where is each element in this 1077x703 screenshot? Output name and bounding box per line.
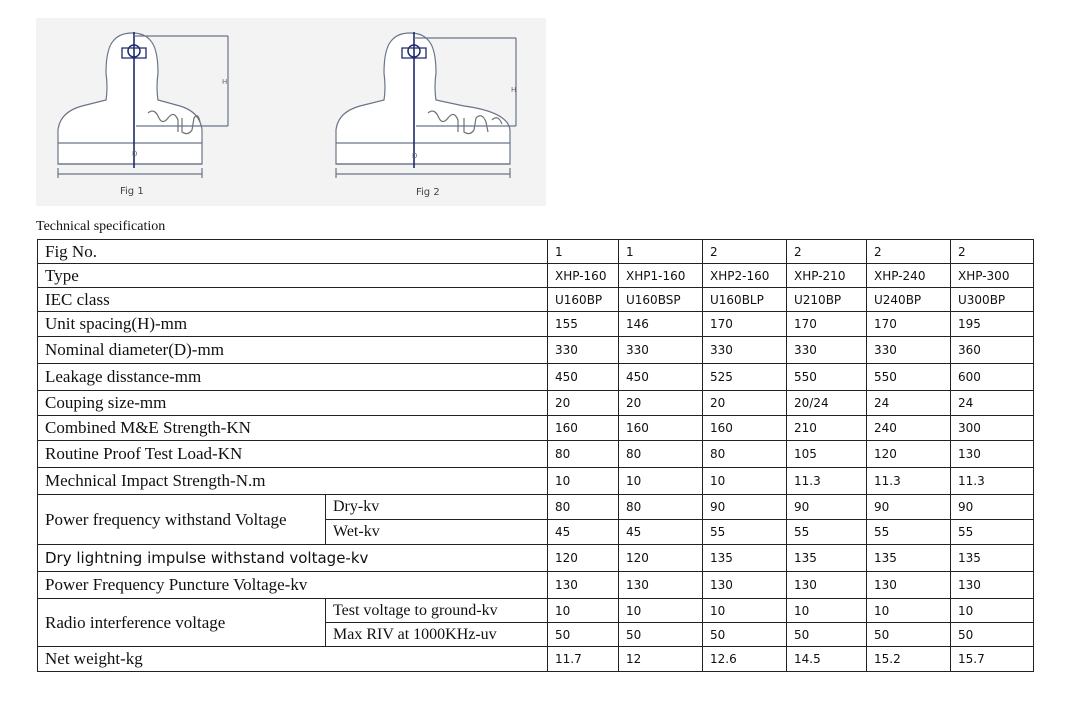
- table-cell: 45: [619, 520, 703, 545]
- table-cell: 80: [548, 495, 619, 520]
- table-cell: 11.7: [548, 647, 619, 672]
- table-cell: 20: [619, 391, 703, 416]
- table-cell: 135: [703, 545, 787, 572]
- table-cell: XHP-210: [787, 264, 867, 288]
- table-cell: 240: [867, 416, 951, 441]
- table-cell: XHP-160: [548, 264, 619, 288]
- table-cell: 160: [703, 416, 787, 441]
- table-cell: 1: [548, 240, 619, 264]
- row-label: Unit spacing(H)-mm: [38, 312, 548, 337]
- table-cell: 55: [703, 520, 787, 545]
- table-cell: 550: [867, 364, 951, 391]
- spec-table: [37, 239, 1034, 672]
- table-cell: U210BP: [787, 288, 867, 312]
- table-cell: U160BP: [548, 288, 619, 312]
- fig1-h-label: H: [222, 78, 228, 86]
- table-row: [38, 264, 1034, 288]
- row-label: Radio interference voltage: [38, 599, 326, 647]
- table-cell: 330: [867, 337, 951, 364]
- fig2-d-label: D: [412, 152, 418, 160]
- table-cell: 10: [548, 599, 619, 623]
- table-row: [38, 599, 1034, 623]
- table-cell: 130: [867, 572, 951, 599]
- table-cell: U300BP: [951, 288, 1034, 312]
- table-cell: 130: [703, 572, 787, 599]
- row-label: Nominal diameter(D)-mm: [38, 337, 548, 364]
- table-cell: 50: [703, 623, 787, 647]
- table-cell: XHP2-160: [703, 264, 787, 288]
- row-label: Routine Proof Test Load-KN: [38, 441, 548, 468]
- table-cell: 90: [787, 495, 867, 520]
- table-cell: 10: [619, 468, 703, 495]
- row-label: Power Frequency Puncture Voltage-kv: [38, 572, 548, 599]
- table-cell: 105: [787, 441, 867, 468]
- table-cell: 160: [548, 416, 619, 441]
- row-label: Mechnical Impact Strength-N.m: [38, 468, 548, 495]
- table-cell: 10: [548, 468, 619, 495]
- table-row: [38, 441, 1034, 468]
- table-cell: 11.3: [951, 468, 1034, 495]
- row-sublabel: Wet-kv: [326, 520, 548, 545]
- table-cell: 210: [787, 416, 867, 441]
- row-label: Power frequency withstand Voltage: [38, 495, 326, 545]
- row-sublabel: Max RIV at 1000KHz-uv: [326, 623, 548, 647]
- table-cell: 120: [548, 545, 619, 572]
- table-cell: 130: [619, 572, 703, 599]
- table-cell: 24: [867, 391, 951, 416]
- table-cell: XHP-300: [951, 264, 1034, 288]
- table-row: [38, 416, 1034, 441]
- table-cell: 20: [703, 391, 787, 416]
- table-cell: 90: [867, 495, 951, 520]
- fig1-drawing: [58, 32, 228, 178]
- row-label: Net weight-kg: [38, 647, 548, 672]
- table-cell: 50: [619, 623, 703, 647]
- table-row: [38, 240, 1034, 264]
- table-cell: 450: [548, 364, 619, 391]
- table-cell: XHP-240: [867, 264, 951, 288]
- table-cell: 55: [787, 520, 867, 545]
- table-cell: 170: [867, 312, 951, 337]
- row-label: Combined M&E Strength-KN: [38, 416, 548, 441]
- table-cell: 50: [951, 623, 1034, 647]
- row-label: Dry lightning impulse withstand voltage-kv: [38, 545, 548, 572]
- table-row: [38, 468, 1034, 495]
- fig2-h-label: H: [511, 86, 517, 94]
- table-cell: 20: [548, 391, 619, 416]
- table-cell: 11.3: [867, 468, 951, 495]
- table-cell: 130: [548, 572, 619, 599]
- table-cell: 10: [703, 599, 787, 623]
- table-cell: 600: [951, 364, 1034, 391]
- table-cell: 550: [787, 364, 867, 391]
- table-cell: U160BSP: [619, 288, 703, 312]
- table-cell: 45: [548, 520, 619, 545]
- table-cell: 195: [951, 312, 1034, 337]
- table-cell: 14.5: [787, 647, 867, 672]
- table-cell: 135: [951, 545, 1034, 572]
- table-cell: 11.3: [787, 468, 867, 495]
- table-cell: 12: [619, 647, 703, 672]
- table-cell: 80: [548, 441, 619, 468]
- table-row: [38, 391, 1034, 416]
- fig1-d-label: D: [132, 150, 138, 158]
- table-row: [38, 545, 1034, 572]
- table-row: [38, 312, 1034, 337]
- table-row: [38, 337, 1034, 364]
- table-cell: 2: [787, 240, 867, 264]
- table-cell: 80: [703, 441, 787, 468]
- table-cell: 155: [548, 312, 619, 337]
- table-cell: 15.2: [867, 647, 951, 672]
- table-cell: 50: [548, 623, 619, 647]
- row-label: IEC class: [38, 288, 548, 312]
- table-row: [38, 288, 1034, 312]
- row-label: Fig No.: [38, 240, 548, 264]
- fig1-caption: Fig 1: [120, 186, 144, 197]
- table-cell: 15.7: [951, 647, 1034, 672]
- table-cell: 300: [951, 416, 1034, 441]
- table-cell: 160: [619, 416, 703, 441]
- table-cell: 170: [703, 312, 787, 337]
- row-label: Leakage disstance-mm: [38, 364, 548, 391]
- table-row: [38, 572, 1034, 599]
- table-cell: 2: [867, 240, 951, 264]
- table-cell: 2: [951, 240, 1034, 264]
- table-cell: 10: [619, 599, 703, 623]
- table-cell: 146: [619, 312, 703, 337]
- table-cell: 120: [867, 441, 951, 468]
- table-cell: 330: [548, 337, 619, 364]
- table-cell: 10: [703, 468, 787, 495]
- table-cell: 10: [951, 599, 1034, 623]
- table-cell: U160BLP: [703, 288, 787, 312]
- table-cell: 120: [619, 545, 703, 572]
- row-sublabel: Dry-kv: [326, 495, 548, 520]
- table-cell: 55: [867, 520, 951, 545]
- table-cell: 450: [619, 364, 703, 391]
- table-cell: 80: [619, 495, 703, 520]
- table-cell: 130: [787, 572, 867, 599]
- table-cell: 135: [867, 545, 951, 572]
- table-cell: 170: [787, 312, 867, 337]
- section-title: Technical specification: [36, 219, 166, 234]
- table-cell: 50: [787, 623, 867, 647]
- table-cell: 2: [703, 240, 787, 264]
- table-cell: 10: [787, 599, 867, 623]
- table-cell: 130: [951, 572, 1034, 599]
- row-label: Type: [38, 264, 548, 288]
- row-label: Couping size-mm: [38, 391, 548, 416]
- table-cell: 135: [787, 545, 867, 572]
- table-cell: 90: [703, 495, 787, 520]
- table-row: [38, 364, 1034, 391]
- fig2-drawing: [336, 32, 516, 178]
- table-cell: 80: [619, 441, 703, 468]
- table-cell: U240BP: [867, 288, 951, 312]
- table-cell: 360: [951, 337, 1034, 364]
- table-cell: 50: [867, 623, 951, 647]
- table-cell: 330: [619, 337, 703, 364]
- table-cell: 20/24: [787, 391, 867, 416]
- table-cell: 130: [951, 441, 1034, 468]
- table-cell: 10: [867, 599, 951, 623]
- fig2-caption: Fig 2: [416, 187, 440, 198]
- table-cell: 55: [951, 520, 1034, 545]
- table-cell: 12.6: [703, 647, 787, 672]
- table-row: [38, 647, 1034, 672]
- row-sublabel: Test voltage to ground-kv: [326, 599, 548, 623]
- table-cell: 1: [619, 240, 703, 264]
- table-cell: 24: [951, 391, 1034, 416]
- table-cell: 330: [787, 337, 867, 364]
- table-cell: 525: [703, 364, 787, 391]
- table-cell: 90: [951, 495, 1034, 520]
- table-cell: 330: [703, 337, 787, 364]
- table-row: [38, 495, 1034, 520]
- insulator-drawings: [36, 18, 546, 206]
- table-cell: XHP1-160: [619, 264, 703, 288]
